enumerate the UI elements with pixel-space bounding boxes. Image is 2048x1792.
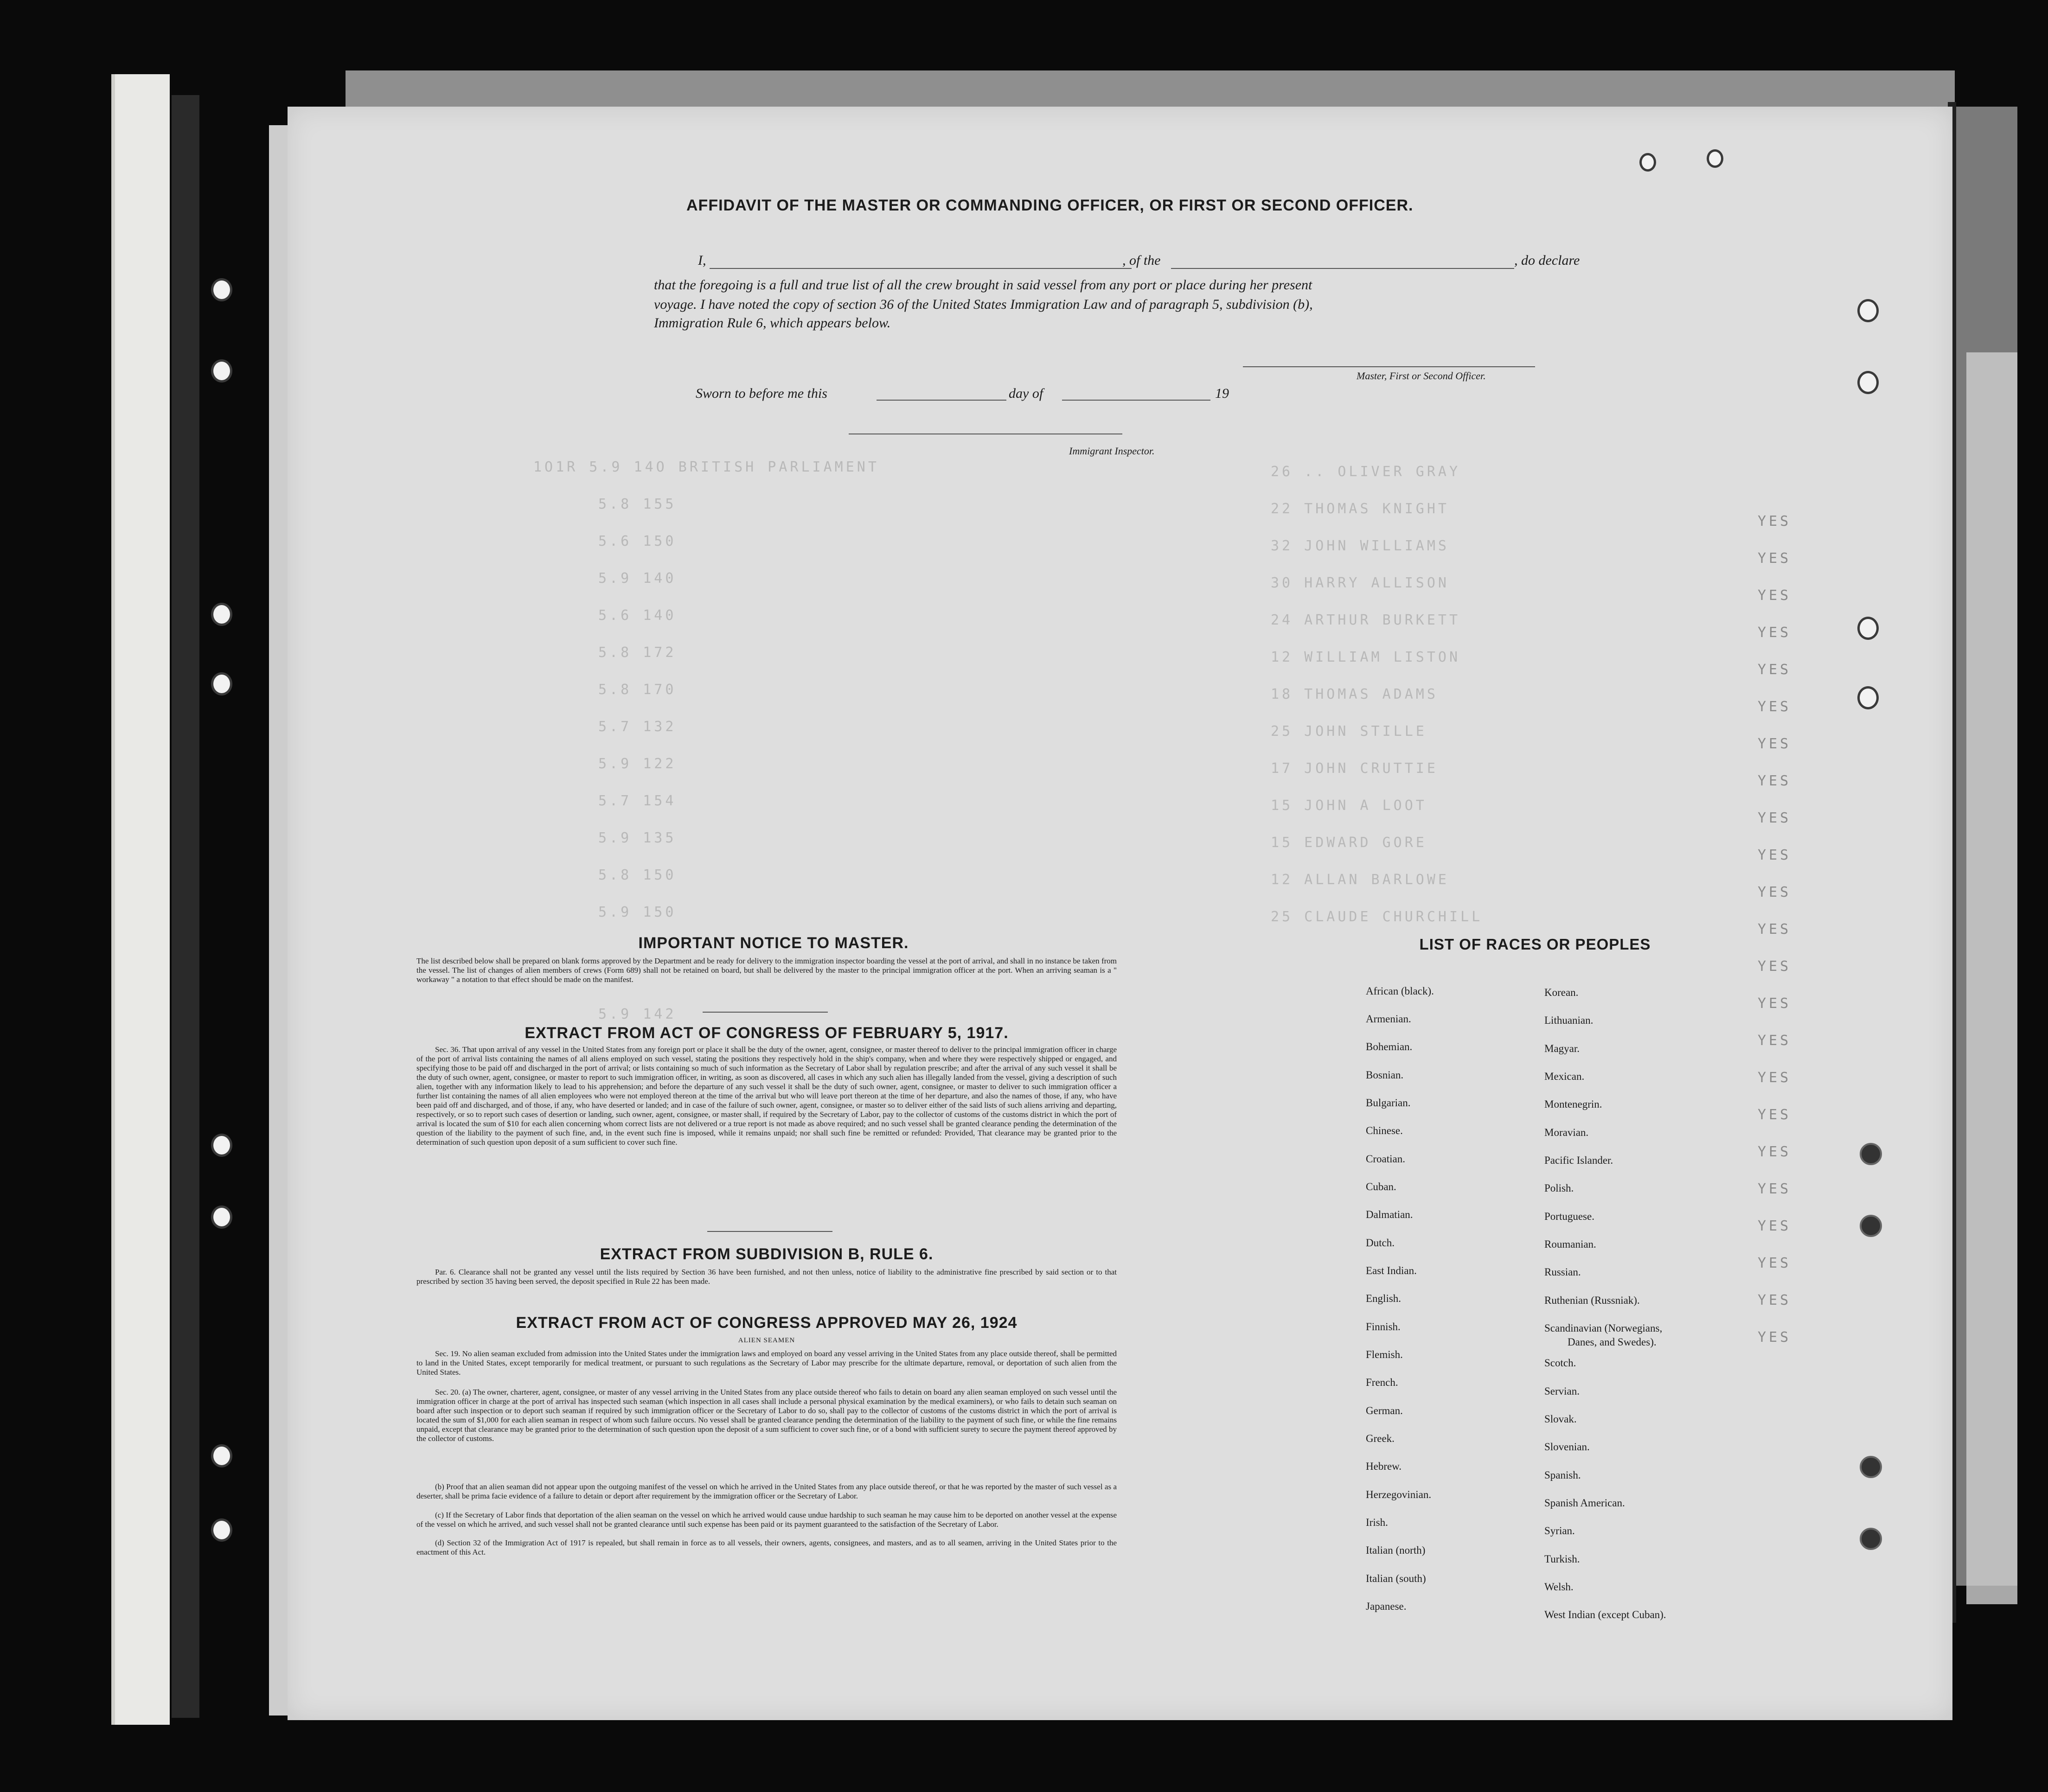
race-item: Dalmatian.: [1366, 1209, 1413, 1220]
extract-1924-sec20a: Sec. 20. (a) The owner, charterer, agent, consignee, or master of any vessel arriving in the United States from any place outside thereof who fails to detain on board any alien seaman employed on such vessel until the immigration officer in charge at the port of arrival has inspected such seaman (which inspection in all cases shall include a personal physical examination by the medical examiners), or who fails to detain such seaman on board after such inspection or to deport such seaman if required by such immigration officer or the Secretary of Labor to do so, shall pay to the collector of customs of the customs district in which the port of arrival is located the sum of $1,000 for each alien seaman in respect of whom such failure occurs. No vessel shall be granted clearance pending the determination of the liability to the payment of such fine, or while the fine remains unpaid, except that clearance may be granted prior to the determination of such question upon the deposit of a sum sufficient to cover such fine, or of a bond with sufficient surety to secure the payment thereof approved by the collector of customs.: [416, 1388, 1117, 1443]
race-item: English.: [1366, 1293, 1402, 1304]
extract-1924-sec20d: (d) Section 32 of the Immigration Act of 1917 is repealed, but shall remain in force as to all vessels, their owners, agents, consignees, and masters, and as to all seamen, arriving in the United States prior to the enactment of this Act.: [416, 1538, 1117, 1556]
punch-hole: [1860, 1143, 1882, 1165]
race-item: Pacific Islander.: [1544, 1154, 1613, 1166]
race-item: Cuban.: [1366, 1181, 1396, 1193]
extract-1924-subtitle: ALIEN SEAMEN: [738, 1337, 795, 1344]
bleed-through-row: 17 JOHN CRUTTIE: [1271, 760, 1438, 777]
section-divider: [703, 1012, 828, 1013]
race-item: Ruthenian (Russniak).: [1544, 1295, 1640, 1306]
race-item: Chinese.: [1366, 1125, 1403, 1136]
race-item: Greek.: [1366, 1433, 1395, 1444]
bleed-through-row: 18 THOMAS ADAMS: [1271, 686, 1438, 702]
punch-hole: [211, 1205, 232, 1229]
race-item: Hebrew.: [1366, 1460, 1402, 1472]
race-item: Turkish.: [1544, 1553, 1580, 1565]
race-item: Italian (south): [1366, 1573, 1426, 1584]
race-item: Japanese.: [1366, 1601, 1407, 1612]
punch-hole: [211, 672, 232, 695]
bleed-through-row: 5.6 150: [598, 533, 677, 549]
notice-title: IMPORTANT NOTICE TO MASTER.: [638, 934, 909, 952]
binder-edge: [172, 95, 199, 1718]
race-item: Bosnian.: [1366, 1069, 1404, 1081]
race-item: Armenian.: [1366, 1013, 1411, 1025]
master-signature-line[interactable]: [1243, 366, 1535, 367]
bleed-through-row: 26 .. OLIVER GRAY: [1271, 464, 1461, 480]
bleed-through-row: 1O1R 5.9 14O BRITISH PARLIAMENT: [533, 459, 879, 475]
race-item: Herzegovinian.: [1366, 1489, 1432, 1500]
punch-hole: [1857, 617, 1879, 640]
race-item: German.: [1366, 1405, 1403, 1416]
bleed-through-row: 12 WILLIAM LISTON: [1271, 649, 1461, 665]
race-item: Flemish.: [1366, 1349, 1403, 1360]
sworn-label: Sworn to before me this: [696, 386, 827, 401]
declarant-name-line[interactable]: [710, 268, 1132, 269]
race-item: African (black).: [1366, 985, 1434, 997]
race-item: Slovak.: [1544, 1413, 1577, 1425]
race-item: Slovenian.: [1544, 1441, 1590, 1453]
bleed-through-row: 5.7 132: [598, 719, 677, 735]
extract-rule6-title: EXTRACT FROM SUBDIVISION B, RULE 6.: [600, 1245, 934, 1263]
race-item: Welsh.: [1544, 1581, 1574, 1593]
affidavit-line-2: that the foregoing is a full and true list of all the crew brought in said vessel from any port or place during her present: [654, 277, 1312, 293]
master-signature-label: Master, First or Second Officer.: [1357, 370, 1486, 382]
race-item: Bohemian.: [1366, 1041, 1413, 1052]
vessel-name-line[interactable]: [1171, 268, 1514, 269]
extract-1917-body: Sec. 36. That upon arrival of any vessel in the United States from any foreign port or place it shall be the duty of the owner, agent, consignee, or master thereof to deliver to the principal immigration officer in charge of the port of arrival lists containing the names of all aliens employed on such vessel, stating the positions they respectively hold in the ship's company, when and where they were respectively shipped or engaged, and specifying those to be paid off and discharged in the port of arrival; or lists containing so much of such information as the Secretary of Labor shall by regulation prescribe; and after the arrival of any such vessel it shall be the duty of such owner, agent, consignee, or master to report to such immigration officer, in writing, as soon as discovered, all cases in which any such alien has illegally landed from the vessel, giving a description of such alien, together with any information likely to lead to his apprehension; and before the departure of any such vessel it shall be the duty of such owner, agent, consignee, or master to deliver to such immigration officer a further list containing the names of all alien employees who were not employed thereon at the time of the arrival but who will leave port thereon at the time of her departure, and also the names of those, if any, who have been paid off and discharged, and of those, if any, who have deserted or landed; and in case of the failure of such owner, agent, consignee, or master so to deliver either of the said lists of such aliens arriving and departing, respectively, or so to report such cases of desertion or landing, such owner, agent, consignee, or master shall, if required by the Secretary of Labor, pay to the collector of customs of the customs district in which the port of arrival is located the sum of $10 for each alien concerning whom correct lists are not delivered or a true report is not made as above required; and no such vessel shall be granted clearance pending the determination of the question of the liability to the payment of such fine, and, in the event such fine is imposed, while it remains unpaid; nor shall such fine be remitted or refunded: Provided, That clearance may be granted prior to the determination of such question upon deposit of a sum sufficient to cover such fine.: [416, 1045, 1117, 1147]
extract-1924-sec20c: (c) If the Secretary of Labor finds that deportation of the alien seaman on the vessel on which he arrived would cause undue hardship to such seaman he may cause him to be deported on another vessel at the expense of the vessel on which he arrived, and such vessel shall not be granted clearance until such expense has been paid or its payment guaranteed to the satisfaction of the Secretary of Labor.: [416, 1511, 1117, 1529]
inspector-label: Immigrant Inspector.: [1069, 445, 1155, 457]
punch-hole: [211, 1444, 232, 1467]
race-item: Russian.: [1544, 1266, 1581, 1278]
punch-hole: [1860, 1456, 1882, 1478]
extract-1924-sec19: Sec. 19. No alien seaman excluded from admission into the United States under the immigration laws and employed on board any vessel arriving in the United States from any place outside thereof, shall be permitted to land in the United States, except temporarily for medical treatment, or pursuant to such regulations as the Secretary of Labor may prescribe for the ultimate departure, removal, or deportation of such alien from the United States.: [416, 1349, 1117, 1377]
affidavit-i-label: I,: [698, 253, 706, 268]
bleed-through-row: 5.9 140: [598, 570, 677, 587]
punch-hole: [1707, 149, 1723, 168]
affidavit-do-declare-label: , do declare: [1514, 253, 1580, 268]
punch-hole: [1860, 1528, 1882, 1550]
bleed-through-row: 32 JOHN WILLIAMS: [1271, 538, 1449, 554]
bleed-through-column: YES YES YES YES YES YES YES YES YES YES YES YES YES YES YES YES YES YES YES YES YES YES YES: [1758, 513, 1792, 1346]
bleed-through-row: 22 THOMAS KNIGHT: [1271, 501, 1449, 517]
race-item: Servian.: [1544, 1385, 1580, 1397]
bleed-through-row: 5.8 170: [598, 682, 677, 698]
race-item: Italian (north): [1366, 1544, 1426, 1556]
punch-hole: [211, 359, 232, 383]
back-sheet-top: [346, 70, 1955, 112]
affidavit-line-3: voyage. I have noted the copy of section 36 of the United States Immigration Law and of paragraph 5, subdivision (b),: [654, 297, 1313, 312]
race-item: Scotch.: [1544, 1357, 1576, 1369]
punch-hole: [1639, 153, 1656, 172]
affidavit-of-the-label: , of the: [1122, 253, 1161, 268]
bleed-through-row: 5.9 135: [598, 830, 677, 846]
race-item: East Indian.: [1366, 1265, 1417, 1276]
race-item: Portuguese.: [1544, 1211, 1594, 1222]
extract-1917-title: EXTRACT FROM ACT OF CONGRESS OF FEBRUARY 5, 1917.: [525, 1024, 1009, 1042]
day-of-label: day of: [1009, 386, 1043, 401]
extract-1924-title: EXTRACT FROM ACT OF CONGRESS APPROVED MAY 26, 1924: [516, 1314, 1018, 1332]
extract-rule6-body: Par. 6. Clearance shall not be granted any vessel until the lists required by Section 36 have been furnished, and not then unless, notice of liability to the administrative fine prescribed by said section or to that prescribed by section 35 having been served, the deposit specified in Rule 22 has been made.: [416, 1268, 1117, 1286]
race-item: French.: [1366, 1377, 1398, 1388]
binder-strip: [111, 74, 170, 1725]
bleed-through-row: 5.9 142: [598, 1006, 677, 1022]
bleed-through-row: 12 ALLAN BARLOWE: [1271, 872, 1449, 888]
punch-hole: [211, 278, 232, 301]
race-item: Irish.: [1366, 1517, 1388, 1528]
affidavit-title: AFFIDAVIT OF THE MASTER OR COMMANDING OFFICER, OR FIRST OR SECOND OFFICER.: [686, 197, 1414, 214]
bleed-through-row: 5.7 154: [598, 793, 677, 809]
race-item: Spanish American.: [1544, 1497, 1625, 1509]
bleed-through-row: 25 JOHN STILLE: [1271, 723, 1427, 740]
race-item: Syrian.: [1544, 1525, 1575, 1537]
punch-hole: [1857, 686, 1879, 709]
race-item: West Indian (except Cuban).: [1544, 1609, 1666, 1620]
race-item: Mexican.: [1544, 1071, 1585, 1082]
bleed-through-row: 25 CLAUDE CHURCHILL: [1271, 909, 1483, 925]
bleed-through-row: 5.9 150: [598, 904, 677, 920]
sworn-year-label: 19: [1215, 386, 1229, 401]
race-item: Roumanian.: [1544, 1238, 1596, 1250]
race-item: Korean.: [1544, 987, 1579, 998]
bleed-through-row: 5.6 140: [598, 607, 677, 624]
race-item: Montenegrin.: [1544, 1098, 1602, 1110]
race-item: Scandinavian (Norwegians,: [1544, 1322, 1663, 1334]
section-divider: [707, 1231, 832, 1232]
document-page: [288, 107, 1952, 1720]
punch-hole: [211, 1518, 232, 1542]
punch-hole: [211, 603, 232, 626]
bleed-through-row: 15 JOHN A LOOT: [1271, 797, 1427, 814]
race-item: Croatian.: [1366, 1153, 1405, 1165]
sworn-month-line[interactable]: [1062, 400, 1210, 401]
punch-hole: [211, 1134, 232, 1157]
punch-hole: [1857, 299, 1879, 322]
bleed-through-row: 5.8 155: [598, 496, 677, 512]
race-item: Danes, and Swedes).: [1568, 1336, 1657, 1348]
bleed-through-row: 30 HARRY ALLISON: [1271, 575, 1449, 591]
punch-hole: [1860, 1215, 1882, 1237]
race-item: Finnish.: [1366, 1321, 1401, 1333]
extract-1924-sec20b: (b) Proof that an alien seaman did not appear upon the outgoing manifest of the vessel on which he arrived in the United States from any place outside thereof, or that he was reported by the master of such vessel as a deserter, shall be prima facie evidence of a failure to detain or deport after requirement by the immigration officer or the Secretary of Labor.: [416, 1482, 1117, 1500]
affidavit-line-4: Immigration Rule 6, which appears below.: [654, 315, 891, 331]
bleed-through-row: 5.9 122: [598, 756, 677, 772]
punch-hole: [1857, 371, 1879, 394]
bleed-through-row: 15 EDWARD GORE: [1271, 835, 1427, 851]
back-sheet-edge: [1966, 352, 2017, 1604]
bleed-through-row: 5.8 150: [598, 867, 677, 883]
race-item: Lithuanian.: [1544, 1014, 1594, 1026]
sworn-day-line[interactable]: [877, 400, 1006, 401]
race-item: Bulgarian.: [1366, 1097, 1411, 1109]
races-title: LIST OF RACES OR PEOPLES: [1419, 936, 1651, 953]
race-item: Moravian.: [1544, 1127, 1589, 1138]
bleed-through-row: 5.8 172: [598, 644, 677, 661]
race-item: Dutch.: [1366, 1237, 1395, 1249]
bleed-through-row: 24 ARTHUR BURKETT: [1271, 612, 1461, 628]
race-item: Spanish.: [1544, 1469, 1581, 1481]
race-item: Magyar.: [1544, 1043, 1580, 1054]
race-item: Polish.: [1544, 1182, 1574, 1194]
notice-body: The list described below shall be prepared on blank forms approved by the Department and be ready for delivery to the immigration inspector boarding the vessel at the port of arrival, and shall in no instance be taken from the vessel. The list of changes of alien members of crews (Form 689) shall not be retained on board, but shall be delivered by the master to the principal immigration officer at the port. When an arriving seaman is a " workaway " a notation to that effect should be made on the manifest.: [416, 957, 1117, 984]
